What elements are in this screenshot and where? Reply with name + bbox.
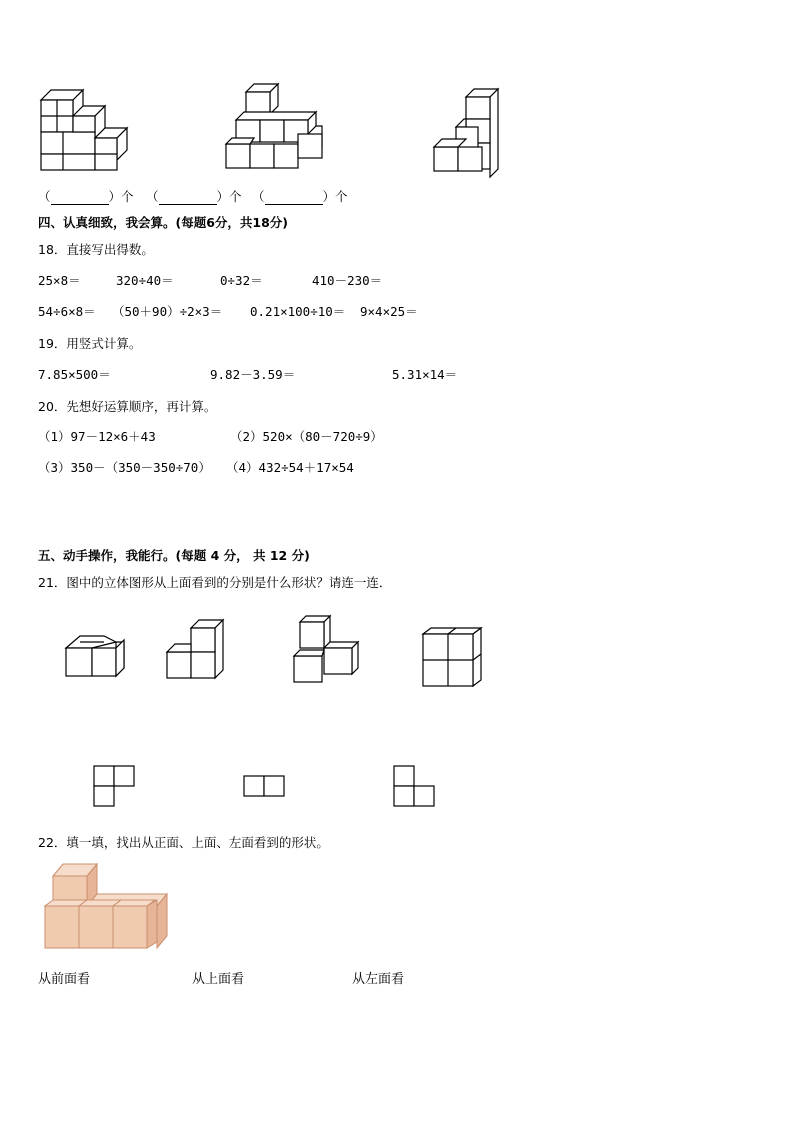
q22-label-front: 从前面看: [38, 972, 91, 987]
q22-title: 22．填一填，找出从正面、上面、左面看到的形状。: [38, 835, 329, 850]
q21-solid-2: [165, 618, 227, 680]
q20-item: （2）520×（80－720÷9）: [230, 429, 383, 444]
q18-item: 25×8＝: [38, 273, 81, 288]
blank-line[interactable]: [265, 192, 323, 205]
blank-line[interactable]: [51, 192, 109, 205]
answer-blank-2[interactable]: （ ）个: [146, 189, 242, 204]
q18-item: 54÷6×8＝: [38, 304, 96, 319]
q21-solid-4: [421, 626, 483, 688]
answer-blank-1[interactable]: （ ）个: [38, 189, 134, 204]
q18-title: 18．直接写出得数。: [38, 242, 154, 257]
q22-label-left: 从左面看: [352, 972, 405, 987]
blank-line[interactable]: [159, 192, 217, 205]
q20-item: （4）432÷54＋17×54: [226, 460, 354, 475]
q21-solid-1: [64, 634, 126, 680]
q21-top-view-1: [93, 765, 135, 807]
q18-item: 9×4×25＝: [360, 304, 418, 319]
section-4-heading: 四、认真细致，我会算。(每题6分，共18分): [38, 215, 289, 230]
q18-item: 320÷40＝: [116, 273, 174, 288]
q18-item: 410－230＝: [312, 273, 383, 288]
q22-cube-model: [43, 860, 173, 952]
q20-title: 20．先想好运算顺序，再计算。: [38, 399, 217, 414]
q19-title: 19．用竖式计算。: [38, 336, 142, 351]
q20-item: （1）97－12×6＋43: [38, 429, 156, 444]
q21-top-view-2: [243, 775, 285, 797]
cube-stack-figure-2: [224, 82, 334, 177]
answer-blank-3[interactable]: （ ）个: [252, 189, 348, 204]
q21-title: 21．图中的立体图形从上面看到的分别是什么形状？请连一连．: [38, 575, 392, 590]
q18-item: 0÷32＝: [220, 273, 263, 288]
q19-item: 9.82－3.59＝: [210, 367, 296, 382]
cube-stack-figure-3: [432, 85, 512, 180]
q21-solid-3: [292, 612, 362, 682]
q19-item: 7.85×500＝: [38, 367, 111, 382]
q18-item: 0.21×100÷10＝: [250, 304, 346, 319]
cube-stack-figure-1: [38, 85, 138, 175]
section-5-heading: 五、动手操作，我能行。(每题 4 分， 共 12 分): [38, 548, 310, 563]
q21-top-view-3: [393, 765, 435, 807]
q19-item: 5.31×14＝: [392, 367, 458, 382]
q18-item: （50＋90）÷2×3＝: [112, 304, 223, 319]
q22-label-top: 从上面看: [192, 972, 245, 987]
q20-item: （3）350－（350－350÷70）: [38, 460, 211, 475]
